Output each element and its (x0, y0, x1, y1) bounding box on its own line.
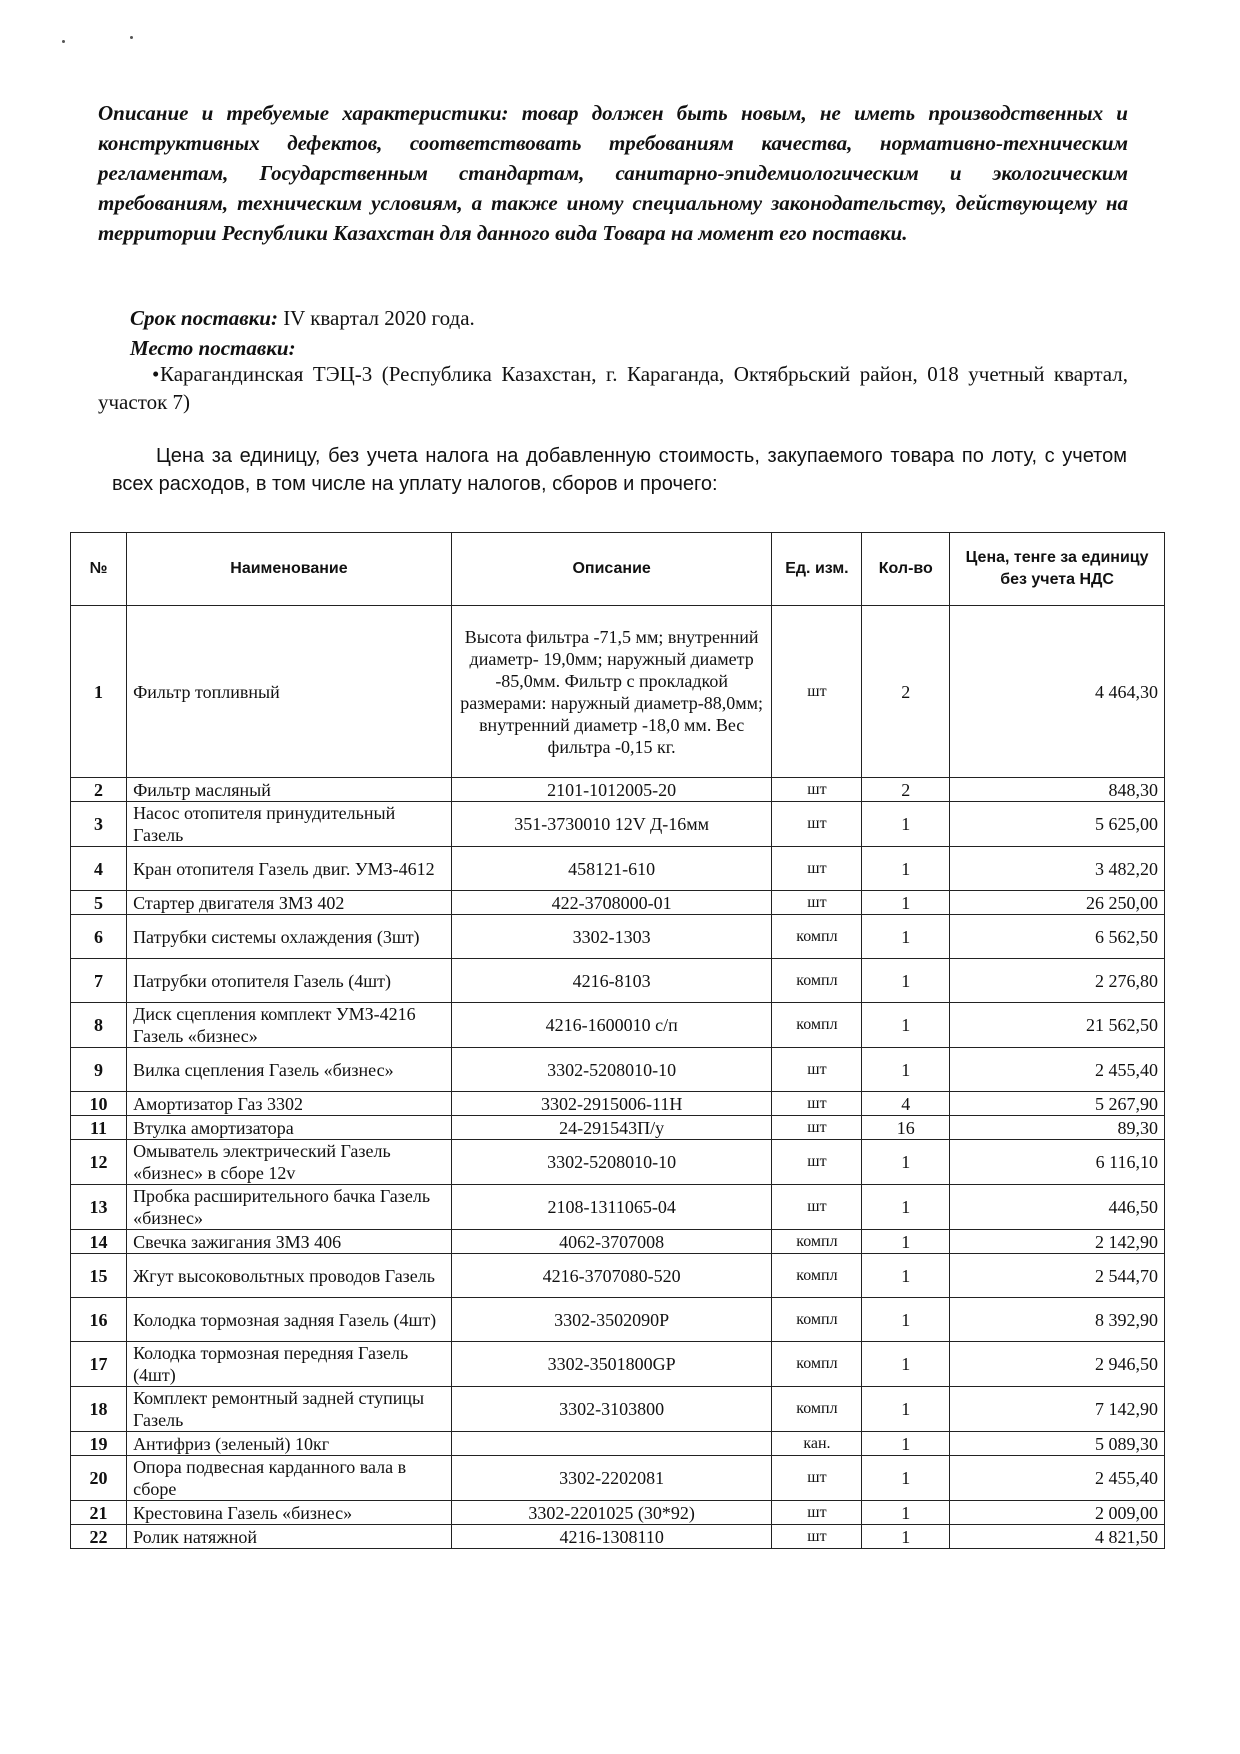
table-row (71, 1432, 1165, 1456)
cell-qty: 1 (862, 1432, 950, 1456)
cell-desc: 2101-1012005-20 (451, 778, 772, 802)
cell-desc: 4216-1308110 (451, 1525, 772, 1549)
cell-desc: 4216-1600010 с/п (451, 1003, 772, 1048)
cell-qty: 1 (862, 959, 950, 1003)
cell-num: 15 (71, 1254, 127, 1298)
header-name: Наименование (127, 533, 452, 606)
cell-num: 8 (71, 1003, 127, 1048)
cell-name: Патрубки отопителя Газель (4шт) (127, 959, 452, 1003)
cell-qty: 1 (862, 1003, 950, 1048)
cell-price: 89,30 (950, 1116, 1165, 1140)
cell-price: 3 482,20 (950, 847, 1165, 891)
table-row (71, 1048, 1165, 1092)
cell-name: Комплект ремонтный задней ступицы Газель (127, 1387, 452, 1432)
requirements-paragraph: Описание и требуемые характеристики: товар должен быть новым, не иметь производственных и конструктивных дефектов, соответствовать требованиям качества, нормативно-техническим регламентам, Государственным стандартам, санитарно-эпидемиологическим и экологическим требованиям, техническим условиям, а также иному специальному законодательству, действующему на территории Республики Казахстан для данного вида Товара на момент его поставки. (98, 101, 1128, 245)
cell-qty: 2 (862, 606, 950, 778)
table-row (71, 1185, 1165, 1230)
cell-num: 20 (71, 1456, 127, 1501)
cell-desc: 2108-1311065-04 (451, 1185, 772, 1230)
cell-price: 4 821,50 (950, 1525, 1165, 1549)
cell-unit: шт (772, 1116, 862, 1140)
cell-name: Опора подвесная карданного вала в сборе (127, 1456, 452, 1501)
cell-price: 2 276,80 (950, 959, 1165, 1003)
table-row (71, 959, 1165, 1003)
cell-num: 6 (71, 915, 127, 959)
cell-desc: 458121-610 (451, 847, 772, 891)
cell-num: 9 (71, 1048, 127, 1092)
cell-price: 2 946,50 (950, 1342, 1165, 1387)
cell-name: Ролик натяжной (127, 1525, 452, 1549)
cell-unit: шт (772, 606, 862, 778)
scan-speck (62, 40, 65, 43)
cell-unit: компл (772, 959, 862, 1003)
cell-name: Омыватель электрический Газель «бизнес» в сборе 12v (127, 1140, 452, 1185)
cell-num: 22 (71, 1525, 127, 1549)
cell-desc: 3302-5208010-10 (451, 1048, 772, 1092)
cell-unit: компл (772, 1387, 862, 1432)
cell-name: Втулка амортизатора (127, 1116, 452, 1140)
cell-name: Колодка тормозная передняя Газель (4шт) (127, 1342, 452, 1387)
cell-name: Жгут высоковольтных проводов Газель (127, 1254, 452, 1298)
cell-num: 18 (71, 1387, 127, 1432)
cell-unit: шт (772, 1185, 862, 1230)
cell-price: 848,30 (950, 778, 1165, 802)
delivery-term-label: Срок поставки: (130, 306, 278, 330)
cell-qty: 1 (862, 1254, 950, 1298)
cell-name: Вилка сцепления Газель «бизнес» (127, 1048, 452, 1092)
table-row (71, 1525, 1165, 1549)
cell-unit: шт (772, 847, 862, 891)
cell-num: 3 (71, 802, 127, 847)
cell-price: 5 267,90 (950, 1092, 1165, 1116)
cell-qty: 1 (862, 1501, 950, 1525)
cell-num: 17 (71, 1342, 127, 1387)
cell-num: 5 (71, 891, 127, 915)
cell-qty: 1 (862, 1230, 950, 1254)
cell-price: 446,50 (950, 1185, 1165, 1230)
header-qty: Кол-во (862, 533, 950, 606)
cell-unit: шт (772, 891, 862, 915)
cell-desc: 4216-3707080-520 (451, 1254, 772, 1298)
cell-qty: 1 (862, 891, 950, 915)
cell-unit: компл (772, 1003, 862, 1048)
cell-unit: кан. (772, 1432, 862, 1456)
cell-price: 26 250,00 (950, 891, 1165, 915)
cell-unit: компл (772, 1230, 862, 1254)
cell-unit: компл (772, 1254, 862, 1298)
cell-desc: 3302-3501800GP (451, 1342, 772, 1387)
table-row (71, 1387, 1165, 1432)
table-row (71, 1298, 1165, 1342)
table-row (71, 915, 1165, 959)
cell-unit: шт (772, 1048, 862, 1092)
price-note: Цена за единицу, без учета налога на добавленную стоимость, закупаемого товара по лоту, с учетом всех расходов, в том числе на уплату налогов, сборов и прочего: (112, 445, 1127, 495)
cell-qty: 1 (862, 1185, 950, 1230)
cell-price: 8 392,90 (950, 1298, 1165, 1342)
cell-qty: 1 (862, 1342, 950, 1387)
cell-num: 12 (71, 1140, 127, 1185)
cell-desc: 3302-3502090Р (451, 1298, 772, 1342)
cell-qty: 1 (862, 915, 950, 959)
delivery-term-value: IV квартал 2020 года. (283, 306, 475, 330)
cell-num: 16 (71, 1298, 127, 1342)
cell-qty: 1 (862, 1298, 950, 1342)
cell-name: Амортизатор Газ 3302 (127, 1092, 452, 1116)
price-table (70, 532, 1165, 1549)
header-num: № (71, 533, 127, 606)
cell-num: 10 (71, 1092, 127, 1116)
cell-name: Кран отопителя Газель двиг. УМЗ-4612 (127, 847, 452, 891)
cell-qty: 16 (862, 1116, 950, 1140)
cell-name: Свечка зажигания ЗМЗ 406 (127, 1230, 452, 1254)
cell-unit: шт (772, 802, 862, 847)
cell-name: Насос отопителя принудительный Газель (127, 802, 452, 847)
table-row (71, 1254, 1165, 1298)
cell-name: Патрубки системы охлаждения (3шт) (127, 915, 452, 959)
cell-unit: шт (772, 1525, 862, 1549)
cell-num: 19 (71, 1432, 127, 1456)
cell-num: 14 (71, 1230, 127, 1254)
cell-num: 11 (71, 1116, 127, 1140)
table-row (71, 1003, 1165, 1048)
cell-unit: шт (772, 1140, 862, 1185)
table-row (71, 1456, 1165, 1501)
cell-price: 5 089,30 (950, 1432, 1165, 1456)
cell-desc: 24-291543П/у (451, 1116, 772, 1140)
cell-desc: Высота фильтра -71,5 мм; внутренний диаметр- 19,0мм; наружный диаметр -85,0мм. Фильтр с прокладкой размерами: наружный диаметр-88,0мм; внутренний диаметр -18,0 мм. Вес фильтра -0,15 кг. (451, 606, 772, 778)
cell-price: 6 116,10 (950, 1140, 1165, 1185)
cell-desc: 4062-3707008 (451, 1230, 772, 1254)
cell-desc (451, 1432, 772, 1456)
cell-name: Стартер двигателя ЗМЗ 402 (127, 891, 452, 915)
cell-qty: 4 (862, 1092, 950, 1116)
cell-desc: 422-3708000-01 (451, 891, 772, 915)
header-unit: Ед. изм. (772, 533, 862, 606)
table-row (71, 1342, 1165, 1387)
table-row (71, 1092, 1165, 1116)
cell-desc: 3302-2202081 (451, 1456, 772, 1501)
cell-name: Пробка расширительного бачка Газель «бизнес» (127, 1185, 452, 1230)
cell-unit: шт (772, 1092, 862, 1116)
cell-name: Крестовина Газель «бизнес» (127, 1501, 452, 1525)
cell-price: 2 009,00 (950, 1501, 1165, 1525)
cell-num: 13 (71, 1185, 127, 1230)
scan-speck (130, 36, 133, 39)
cell-qty: 1 (862, 1456, 950, 1501)
bullet-icon: • (152, 362, 160, 386)
cell-name: Фильтр топливный (127, 606, 452, 778)
cell-price: 5 625,00 (950, 802, 1165, 847)
cell-name: Фильтр масляный (127, 778, 452, 802)
cell-qty: 1 (862, 1387, 950, 1432)
cell-desc: 3302-5208010-10 (451, 1140, 772, 1185)
delivery-place-value: Карагандинская ТЭЦ-3 (Республика Казахстан, г. Караганда, Октябрьский район, 018 учетный квартал, участок 7) (98, 362, 1128, 414)
cell-qty: 1 (862, 1140, 950, 1185)
cell-unit: компл (772, 1298, 862, 1342)
cell-desc: 3302-2915006-11Н (451, 1092, 772, 1116)
cell-qty: 1 (862, 802, 950, 847)
delivery-place (98, 360, 1128, 416)
cell-desc: 3302-2201025 (30*92) (451, 1501, 772, 1525)
cell-num: 2 (71, 778, 127, 802)
cell-num: 7 (71, 959, 127, 1003)
cell-price: 2 455,40 (950, 1456, 1165, 1501)
table-header-row (71, 533, 1165, 606)
table-row (71, 1116, 1165, 1140)
header-desc: Описание (451, 533, 772, 606)
cell-unit: шт (772, 778, 862, 802)
cell-num: 4 (71, 847, 127, 891)
table-row (71, 891, 1165, 915)
cell-desc: 3302-1303 (451, 915, 772, 959)
cell-unit: шт (772, 1456, 862, 1501)
table-body (71, 606, 1165, 1549)
cell-price: 6 562,50 (950, 915, 1165, 959)
cell-num: 21 (71, 1501, 127, 1525)
cell-desc: 3302-3103800 (451, 1387, 772, 1432)
cell-qty: 1 (862, 1525, 950, 1549)
cell-price: 2 544,70 (950, 1254, 1165, 1298)
cell-price: 21 562,50 (950, 1003, 1165, 1048)
cell-price: 4 464,30 (950, 606, 1165, 778)
cell-unit: компл (772, 1342, 862, 1387)
cell-price: 2 142,90 (950, 1230, 1165, 1254)
cell-desc: 351-3730010 12V Д-16мм (451, 802, 772, 847)
table-row (71, 1230, 1165, 1254)
cell-unit: шт (772, 1501, 862, 1525)
table-row (71, 802, 1165, 847)
cell-name: Диск сцепления комплект УМЗ-4216 Газель «бизнес» (127, 1003, 452, 1048)
cell-qty: 1 (862, 847, 950, 891)
cell-qty: 2 (862, 778, 950, 802)
header-price: Цена, тенге за единицу без учета НДС (950, 533, 1165, 606)
cell-num: 1 (71, 606, 127, 778)
cell-name: Колодка тормозная задняя Газель (4шт) (127, 1298, 452, 1342)
cell-unit: компл (772, 915, 862, 959)
cell-qty: 1 (862, 1048, 950, 1092)
table-row (71, 778, 1165, 802)
table-row (71, 1501, 1165, 1525)
delivery-place-label: Место поставки: (130, 336, 296, 360)
cell-price: 7 142,90 (950, 1387, 1165, 1432)
table-row (71, 606, 1165, 778)
cell-name: Антифриз (зеленый) 10кг (127, 1432, 452, 1456)
cell-price: 2 455,40 (950, 1048, 1165, 1092)
cell-desc: 4216-8103 (451, 959, 772, 1003)
table-row (71, 847, 1165, 891)
table-row (71, 1140, 1165, 1185)
delivery-term (130, 306, 475, 331)
